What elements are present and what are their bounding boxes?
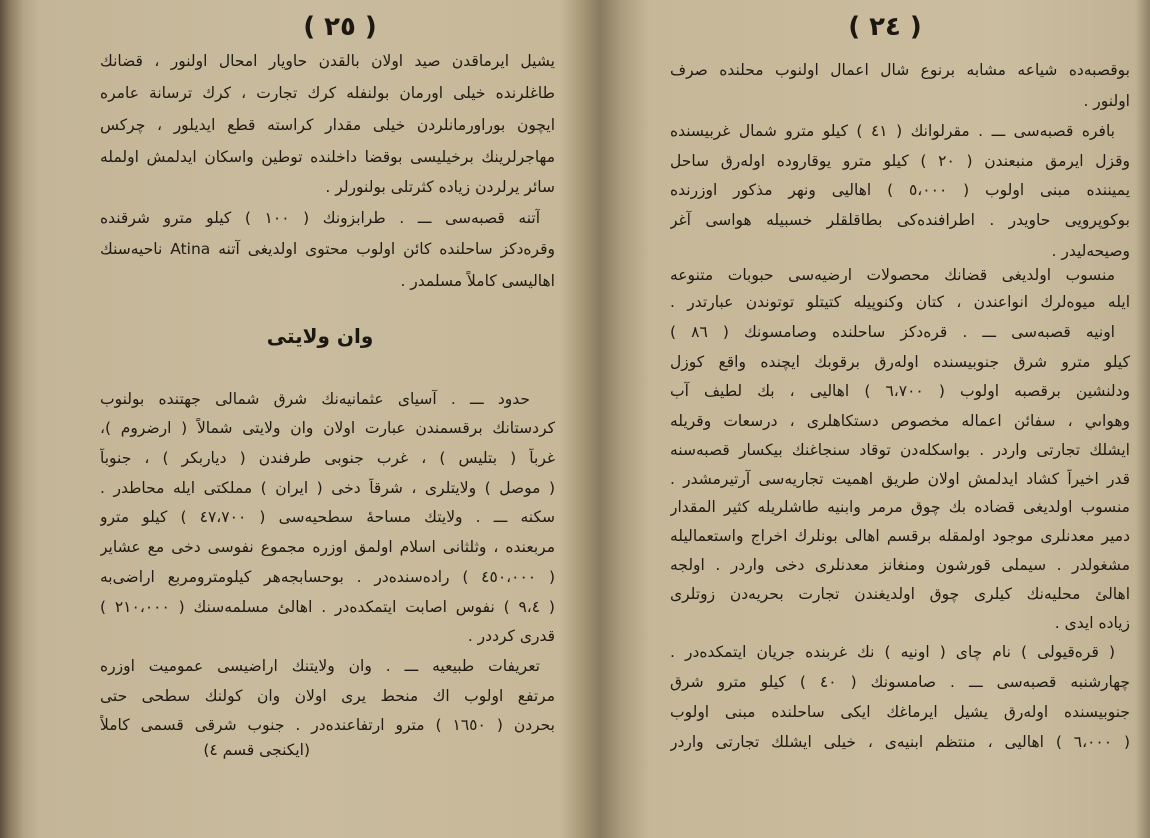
text-line: ودلنشين برقصبه اولوب ( ٦،٧٠٠ ) اهاليى ، بك لطيف آب <box>670 382 1130 400</box>
section-heading: وان ولايتى <box>266 324 374 348</box>
text-line: زياده ايدى . <box>1054 614 1130 632</box>
text-line: اونيه قصبه‌سى ـــ . قره‌دكز ساحلنده وصامسونك ( ٨٦ ) <box>670 323 1115 341</box>
page-number: ( ٢٥ ) <box>303 12 377 42</box>
text-line: وصيحه‌ليدر . <box>1051 242 1130 260</box>
text-line: قدرى كرددر . <box>467 627 555 645</box>
text-line: يشيل ايرماقدن صيد اولان بالقدن حاويار امحال اولنور ، قضانك <box>100 52 555 70</box>
text-line: تعريفات طبيعيه ـــ . وان ولايتنك اراضيسى عموميت اوزره <box>100 657 540 675</box>
text-line: مشغولدر . سيملى قورشون ومنغانز معدنلرى دخى واردر . اولجه <box>670 556 1130 574</box>
text-line: ( ٩،٤ ) نفوس اصابت ايتمكده‌در . اهالئ مسلمه‌سنك ( ٢١٠،٠٠٠ ) <box>100 598 555 616</box>
text-line: چهارشنبه قصبه‌سى ـــ . صامسونك ( ٤٠ ) كيلو مترو شرق <box>670 673 1130 691</box>
text-line: مرتفع اولوب اك منحط يرى اولان وان كولنك سطحى حتى <box>100 687 555 705</box>
page-number: ( ٢٤ ) <box>848 12 922 42</box>
text-line: بحردن ( ١٦٥٠ ) مترو ارتفاعنده‌در . جنوب شرقى قسمى كاملاً <box>100 716 555 734</box>
text-line: كيلو مترو شرق جنوبيسنده اولەرق برقوبك ايچنده واقع كوزل <box>670 353 1130 371</box>
text-line: دمير معدنلرى موجود اولمقله برقسم اهالى بونلرك اخراج واستعماليله <box>670 527 1130 545</box>
text-line: ( قره‌قيولى ) نام چاى ( اونيه ) نك غربنده جريان ايتمكده‌در . <box>670 643 1115 661</box>
text-line: مهاجرلرينك برخيليسى بوقضا داخلنده توطين واسكان ايدلمش اولمله <box>100 148 555 166</box>
left-page <box>40 0 585 838</box>
text-line: ايچون بوراورمانلردن خيلى مقدار كراسته قطع ايديلور ، چركس <box>100 116 555 134</box>
text-line: وقزل ايرمق منبعندن ( ٢٠ ) كيلو مترو يوقاروده اولەرق ساحل <box>670 152 1130 170</box>
text-line: ايله ميوه‌لرك انواعندن ، كتان وكنوپيله كتيتلو توتوندن عبارتدر . <box>670 293 1130 311</box>
text-line: ايشلك تجارتى واردر . بواسكله‌دن توقاد سنجاغنك بيكسار قصبه‌سنه <box>670 441 1130 459</box>
signature-mark: (ايكنجى قسم ٤) <box>203 741 310 759</box>
text-line: اهالئ محليه‌نك كيلرى چوق اولديغندن تجارت بحريه‌دن زوتلرى <box>670 585 1130 603</box>
text-line: اهاليسى كاملاً مسلمدر . <box>400 272 555 290</box>
text-line: اولنور . <box>1083 92 1130 110</box>
text-line: وقره‌دكز ساحلنده كائن اولوب محتوى اولديغى آتنه Atina ناحيه‌سنك <box>100 240 555 258</box>
text-line: ( ٤٥٠،٠٠٠ ) راده‌سنده‌در . بوحسابجه‌هر كيلومترومربع اراضى‌به <box>100 568 555 586</box>
text-line: ( موصل ) ولايتلرى ، شرقاً دخى ( ايران ) مملكتى ايله محاطدر . <box>100 479 555 497</box>
text-line: بوكوپرويى حاويدر . اطرافنده‌كى بطاقلقلر خسبيله هواسى آغر <box>670 211 1130 229</box>
right-page <box>615 0 1135 838</box>
text-line: منسوب اولديغى قضانك محصولات ارضيه‌سى حبوبات متنوعه <box>670 266 1115 284</box>
text-line: ( ٦،٠٠٠ ) اهاليى ، منتظم ابنيه‌ى ، خيلى ايشلك تجارتى واردر <box>670 733 1130 751</box>
text-line: مربعنده ، وثلثانى اسلام اولمق اوزره مجموع نفوسى دخى مع عشاير <box>100 538 555 556</box>
text-line: منسوب اولديغى قضاده بك چوق مرمر وابنيه طاشلريله كثير المقدار <box>670 498 1130 516</box>
text-line: قدر اخيراً كشاد ايدلمش اولان طريق اهميت تجاريه‌سى آرتيرمشدر . <box>670 470 1130 488</box>
text-line: وهواىي ، سفائن اعماله مخصوص دستكاهلرى ، درسعات وقريله <box>670 412 1130 430</box>
text-line: طاغلرنده خيلى اورمان بولنفله كرك تجارت ، كرك ترسانة عامره <box>100 84 555 102</box>
text-line: آتنه قصبه‌سى ـــ . طرابزونك ( ١٠٠ ) كيلو مترو شرقنده <box>100 209 540 227</box>
text-line: سائر يرلردن زياده كثرتلى بولنورلر . <box>325 178 555 196</box>
text-line: يميننده مبنى اولوب ( ٥،٠٠٠ ) اهاليى ونهر مذكور اوزرنده <box>670 181 1130 199</box>
text-line: غرباً ( بتليس ) ، غرب جنوبى طرفندن ( دياربكر ) ، جنوباً <box>100 449 555 467</box>
text-line: بوقصبه‌ده شياعه مشابه برنوع شال اعمال اولنوب محلنده صرف <box>670 61 1130 79</box>
text-line: سكنه ـــ . ولايتك مساحهٔ سطحيه‌سى ( ٤٧،٧٠٠ ) كيلو مترو <box>100 508 555 526</box>
text-line: بافره قصبه‌سى ـــ . مقرلوانك ( ٤١ ) كيلو مترو شمال غربيسنده <box>670 122 1115 140</box>
text-line: حدود ـــ . آسياى عثمانيه‌نك شرق شمالى جهتنده بولنوب <box>100 390 530 408</box>
text-line: جنوبيسنده اولەرق يشيل ايرماغك ايكى ساحلنده مبنى اولوب <box>670 703 1130 721</box>
text-line: كردستانك برقسمندن عبارت اولان وان ولايتى شمالاً ( ارضروم )، <box>100 419 555 437</box>
